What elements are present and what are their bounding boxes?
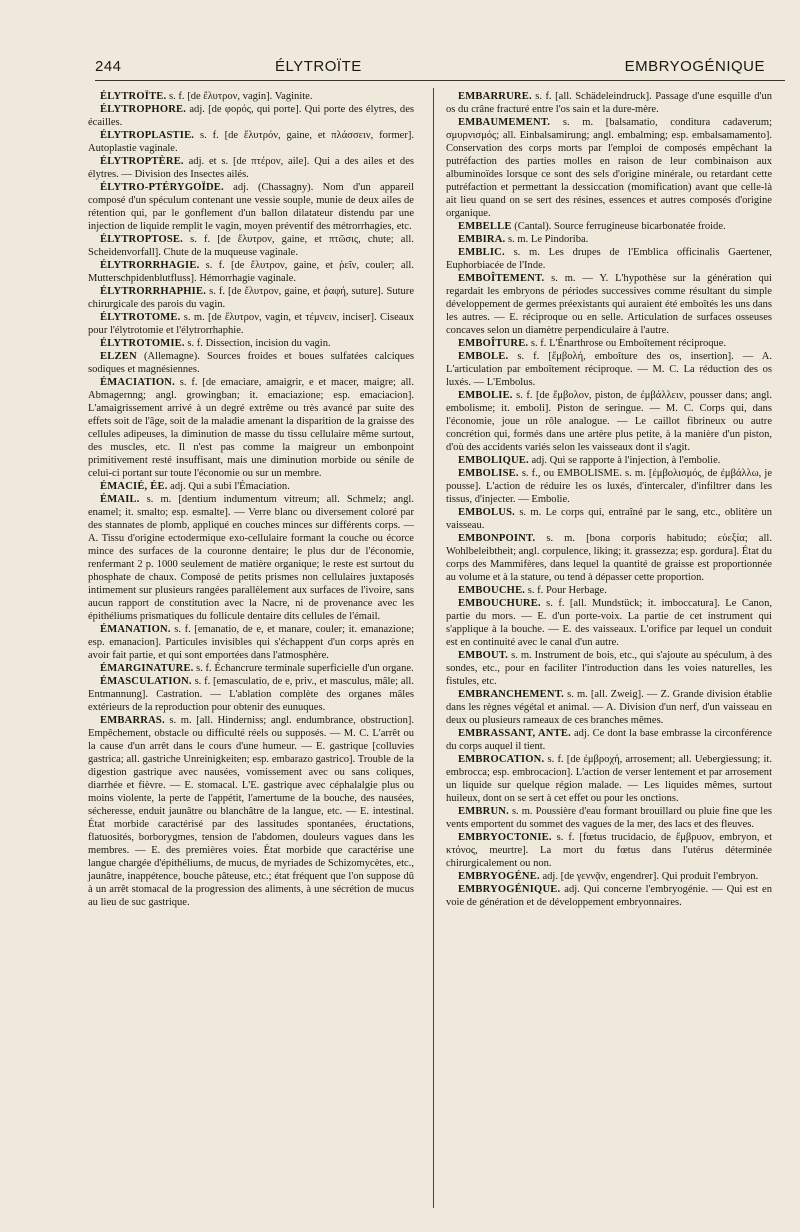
entry-definition: adj. (Chassagny). Nom d'un appareil composé d'un spéculum contenant une vessie souple, munie de deux ailes de rétention qui, par le gonflement d'un ballon dilatateur distendu par une injection de liquide remplit le vagin, moyen préventif des métrorrhagies, etc. [88, 182, 414, 232]
entry-headword: EMBOLIE. [458, 390, 513, 401]
entry-definition: s. f. [emasculatio, de e, priv., et masculus, mâle; all. Entmannung]. Castration. — L'ablation complète des organes mâles extérieurs de la reproduction pour obtenir des eunuques. [88, 676, 414, 713]
dictionary-entry [88, 493, 414, 623]
entry-headword: ÉMANATION. [100, 624, 171, 635]
column-divider [433, 88, 434, 1208]
entry-definition: (Allemagne). Sources froides et boues sulfatées calciques sodiques et magnésiennes. [88, 351, 414, 375]
dictionary-entry [446, 532, 772, 584]
left-running-head: ÉLYTROÏTE [275, 58, 362, 75]
dictionary-entry [446, 272, 772, 337]
entry-definition: s. f. [de ἔλυτρον, gaine, et ῥεῖν, couler; all. Mutterschpidenblutfluss]. Hémorrhagie vaginale. [88, 260, 414, 284]
dictionary-entry [446, 870, 772, 883]
page-number: 244 [95, 58, 122, 75]
dictionary-entry [88, 376, 414, 480]
entry-definition: adj. Ce dont la base embrasse la circonférence du corps auquel il tient. [446, 728, 772, 752]
dictionary-entry [446, 688, 772, 727]
entry-headword: EMBRYOGÉNE. [458, 871, 540, 882]
entry-headword: ÉLYTROTOME. [100, 312, 181, 323]
entry-definition: s. f. [fœtus trucidacio, de ἔμβρυον, embryon, et κτόνος, meurtre]. La mort du fœtus dans l'utérus déterminée chirurgicalement ou non. [446, 832, 772, 869]
entry-headword: EMBRANCHEMENT. [458, 689, 565, 700]
entry-definition: s. f. [de ἐμβροχή, arrosement; all. Uebergiessung; it. embrocca; esp. embrocacion]. L'action de verser lentement et par arrosement un liquide sur quelque région malade. — Les liquides mêmes, surtout huileux, dont on se sert à cet effet ou pour les onctions. [446, 754, 772, 804]
entry-headword: ELZEN [100, 351, 137, 362]
entry-headword: EMBRUN. [458, 806, 509, 817]
entry-headword: ÉLYTRORRHAPHIE. [100, 286, 207, 297]
entry-definition: s. m. [dentium indumentum vitreum; all. Schmelz; angl. enamel; it. smalto; esp. esmalte]. — Verre blanc ou diversement coloré par des stannates de plomb, appliqué en couches minces sur différents corps. — A. Tissu d'origine ectodermique exo-cellulaire formant la couche ou écorce mince des surfaces de la couronne dentaire; le plus dur de l'économie, renfermant 2 p. 1000 seulement de matière organique; le reste est surtout du phosphate de chaux. Composé de petits prismes non cellulaires juxtaposés intimement sur plusieurs rangées parallèlement aux surfaces de l'ivoire, sans aucun rapport de constitution avec la Nacre, ni de provenance avec les épithéliums prismatiques du follicule dentaire dits cellules de l'émail. [88, 494, 414, 622]
entry-definition: adj. et s. [de πτέρον, aile]. Qui a des ailes et des élytres. — Division des Insectes ailés. [88, 156, 414, 180]
dictionary-entry [446, 831, 772, 870]
dictionary-entry [446, 116, 772, 220]
entry-definition: s. m. [bona corporis habitudo; εὐεξία; all. Wohlbeleibtheit; angl. corpulence, liking; it. grassezza; esp. gordura]. État du corps des Mammifères, dans lequel la quantité de graisse est proportionnée au volume et à la stature, ou tend à dépasser cette proportion. [446, 533, 773, 583]
entry-definition: s. f., ou EMBOLISME. s. m. [ἐμβολισμός, de ἐμβάλλω, je pousse]. L'action de réduire les os luxés, d'intercaler, d'infiltrer dans les tissus, d'injecter. — Embolie. [446, 468, 772, 505]
dictionary-entry [446, 350, 772, 389]
dictionary-entry [88, 285, 414, 311]
dictionary-entry [446, 337, 772, 350]
dictionary-entry [88, 350, 414, 376]
entry-headword: EMBOLUS. [458, 507, 515, 518]
entry-headword: EMBRASSANT, ANTE. [458, 728, 571, 739]
entry-definition: s. f. Dissection, incision du vagin. [184, 338, 331, 349]
dictionary-entry [88, 675, 414, 714]
entry-definition: s. f. [emanatio, de e, et manare, couler; it. emanazione; esp. emanacion]. Particules invisibles qui s'échappent d'un corps après en avoir fait partie, et qui sont emportées dans l'atmosphère. [88, 624, 414, 661]
entry-headword: EMBOÎTURE. [458, 338, 529, 349]
entry-definition: s. m. Poussière d'eau formant brouillard ou pluie fine que les vents emportent du sommet des vagues de la mer, des lacs et des fleuves. [446, 806, 772, 830]
entry-definition: s. m. — Y. L'hypothèse sur la génération qui regardait les embryons de périodes successives comme résultant du simple développement de germes préexistants qui auraient été emboîtés les uns dans les autres. — E. réciproque ou en selle. Articulation de surfaces osseuses concaves selon un diamètre perpendiculaire à l'autre. [446, 273, 772, 336]
right-column [446, 90, 772, 909]
entry-headword: EMBOLE. [458, 351, 509, 362]
entry-definition: adj. Qui se rapporte à l'injection, à l'embolie. [528, 455, 721, 466]
entry-definition: s. m. [all. Zweig]. — Z. Grande division établie dans les règnes végétal et animal. — A. Division d'un nerf, d'un vaisseau en deux ou plusieurs rameaux de ces branches mêmes. [446, 689, 772, 726]
entry-definition: s. m. Instrument de bois, etc., qui s'ajoute au spéculum, à des sondes, etc., pour en faciliter l'introduction dans les voies naturelles, les fistules, etc. [446, 650, 772, 687]
entry-definition: s. m. Le corps qui, entraîné par le sang, etc., oblitère un vaisseau. [446, 507, 772, 531]
entry-headword: ÉMARGINATURE. [100, 663, 194, 674]
header-rule [95, 80, 785, 81]
entry-headword: EMBOUT. [458, 650, 509, 661]
dictionary-entry [446, 246, 772, 272]
entry-headword: EMBOUCHE. [458, 585, 526, 596]
dictionary-entry [88, 90, 414, 103]
dictionary-entry [446, 649, 772, 688]
dictionary-entry [88, 337, 414, 350]
dictionary-entry [88, 103, 414, 129]
entry-headword: ÉLYTROTOMIE. [100, 338, 185, 349]
entry-headword: ÉLYTROPTÈRE. [100, 156, 184, 167]
entry-headword: ÉLYTRORRHAGIE. [100, 260, 200, 271]
entry-definition: s. f. [de ἔλυτρον, gaine, et ῥαφή, suture]. Suture chirurgicale des parois du vagin. [88, 286, 414, 310]
entry-headword: ÉMACIATION. [100, 377, 175, 388]
entry-headword: EMBRYOGÉNIQUE. [458, 884, 561, 895]
entry-definition: s. m. Les drupes de l'Emblica officinalis Gaertener, Euphorbiacée de l'Inde. [446, 247, 772, 271]
entry-headword: ÉLYTRO-PTÉRYGOÏDE. [100, 182, 224, 193]
dictionary-entry [446, 389, 772, 454]
entry-definition: s. f. Pour Herbage. [525, 585, 607, 596]
entry-definition: s. m. [balsamatio, conditura cadaverum; σμυρνισμός; all. Einbalsamirung; angl. embalming; esp. embalsamamento]. Conservation des corps morts par l'emploi de composés empêchant la putréfaction des parties molles en raison de leur combinaison aux albuminoïdes lorsque ce sont des sels d'origine minérale, ou retardant cette putréfaction et permettant la dessiccation (momification) avant que celle-là ait lieu quand on se sert des résines, essences et autres composés d'origine organique. [446, 117, 772, 219]
dictionary-entry [446, 454, 772, 467]
entry-headword: EMBROCATION. [458, 754, 545, 765]
running-header [95, 58, 785, 80]
dictionary-entry [88, 662, 414, 675]
dictionary-entry [88, 181, 414, 233]
entry-definition: adj. Qui a subi l'Émaciation. [167, 481, 290, 492]
entry-headword: ÉMASCULATION. [100, 676, 192, 687]
right-running-head: EMBRYOGÉNIQUE [624, 58, 765, 75]
dictionary-entry [88, 623, 414, 662]
entry-definition: s. f. [all. Mundstück; it. imboccatura]. Le Canon, partie du mors. — E. d'un porte-voix. La partie de cet instrument qui s'applique à la bouche. — E. des vaisseaux. L'orifice par lequel un conduit est en continuité avec le canal d'un autre. [446, 598, 772, 648]
entry-headword: EMBOLISE. [458, 468, 519, 479]
entry-headword: EMBOÎTEMENT. [458, 273, 545, 284]
entry-definition: s. f. [de ἔλυτρον, vagin]. Vaginite. [166, 91, 313, 102]
entry-headword: EMBELLE [458, 221, 512, 232]
dictionary-entry [446, 90, 772, 116]
entry-definition: s. f. [de ἔμβολον, piston, de ἐμβάλλειν, pousser dans; angl. embolisme; it. emboli]. Piston de seringue. — M. C. Corps qui, dans l'économie, joue un rôle analogue. — Le caillot fibrineux ou autre concrétion qui, formés dans une artère plus petite, à la manière d'un piston, d'où des accidents variés selon les vaisseaux dont il s'agit. [446, 390, 772, 453]
entry-definition: s. f. [de emaciare, amaigrir, e et macer, maigre; all. Abmagernng; angl. growingban; it. emaciazione; esp. emaciacion]. L'amaigrissement arrivé à un degré extrême ou très avancé par suite des effets soit de l'âge, soit de la maladie amenant la disparition de la graisse des cellules adipeuses, la diminution de masse du tissu cellulaire même surtout, des muscles, etc. Il n'est pas comme la maigreur un embonpoint primitivement resté insuffisant, mais une diminution morbide ou sénile de celui-ci portant sur toute l'économie ou sur un membre. [88, 377, 414, 479]
entry-definition: s. f. [de ἔλυτρόν, gaine, et πλάσσειν, former]. Autoplastie vaginale. [88, 130, 414, 154]
entry-definition: s. f. [all. Schädeleindruck]. Passage d'une esquille d'un os du crâne fracturé entre l'os sain et la dure-mère. [446, 91, 772, 115]
entry-definition: s. m. Le Pindoriba. [505, 234, 589, 245]
entry-headword: ÉLYTROÏTE. [100, 91, 167, 102]
dictionary-entry [446, 805, 772, 831]
entry-headword: ÉMACIÉ, ÉE. [100, 481, 168, 492]
dictionary-entry [88, 311, 414, 337]
entry-headword: EMBARRAS. [100, 715, 165, 726]
dictionary-entry [446, 506, 772, 532]
entry-definition: adj. [de γεννᾷν, engendrer]. Qui produit l'embryon. [539, 871, 759, 882]
dictionary-entry [446, 597, 772, 649]
entry-definition: s. f. [ἔμβολή, emboîture des os, insertion]. — A. L'articulation par emboîtement réciproque. — M. C. La réduction des os luxés. — L'Embolus. [446, 351, 772, 388]
dictionary-entry [446, 753, 772, 805]
entry-definition: (Cantal). Source ferrugineuse bicarbonatée froide. [511, 221, 726, 232]
entry-headword: EMBOUCHURE. [458, 598, 541, 609]
entry-headword: EMBRYOCTONIE. [458, 832, 552, 843]
entry-headword: EMBIRA. [458, 234, 506, 245]
entry-definition: s. f. L'Énarthrose ou Emboîtement réciproque. [528, 338, 727, 349]
dictionary-entry [446, 584, 772, 597]
dictionary-entry [88, 155, 414, 181]
dictionary-entry [446, 883, 772, 909]
dictionary-entry [88, 714, 414, 909]
entry-definition: s. m. [de ἔλυτρον, vagin, et τέμνειν, inciser]. Ciseaux pour l'élytrotomie et l'élytrorrhaphie. [88, 312, 414, 336]
dictionary-entry [446, 233, 772, 246]
dictionary-entry [446, 467, 772, 506]
dictionary-entry [88, 259, 414, 285]
entry-headword: EMBLIC. [458, 247, 505, 258]
entry-headword: ÉMAIL. [100, 494, 140, 505]
entry-headword: EMBONPOINT. [458, 533, 536, 544]
entry-headword: ÉLYTROPLASTIE. [100, 130, 195, 141]
entry-headword: EMBOLIQUE. [458, 455, 529, 466]
entry-definition: adj. Qui concerne l'embryogénie. — Qui est en voie de génération et de développement embryonnaires. [446, 884, 772, 908]
entry-headword: EMBAUMEMENT. [458, 117, 551, 128]
left-column [88, 90, 414, 909]
entry-definition: s. f. Échancrure terminale superficielle d'un organe. [193, 663, 414, 674]
entry-definition: s. m. [all. Hinderniss; angl. endumbrance, obstruction]. Empêchement, obstacle ou difficulté réels ou supposés. — M. C. L'arrêt ou la cause d'un arrêt dans le cours d'une humeur. — E. gastrique [colluvies gastrica; all. gastriche Unreinigkeiten; esp. embarazo gastrico]. Trouble de la digestion gastrique avec nausées, vomissement avec ou sans coliques, diarrhée et fièvre. — E. stomacal. L'E. gastrique avec céphalalgie plus ou moins violente, la perte de l'appétit, l'amertume de la bouche, des nausées, sécheresse, enduit jaunâtre ou blanchâtre de la langue, etc. — E. intestinal. État morbide caractérisé par des lassitudes spontanées, éructations, flatuosités, borborygmes, tension de l'abdomen, douleurs vagues dans les membres. — E. des premières voies. État morbide que caractérise une langue chargée d'épithéliums, de mucus, de myriades de Schizomycètes, etc., jaunâtre, inappétence, bouche pâteuse, etc.; état fréquent que l'on suppose dû à un arrêt stomacal de la progression des aliments, à une sécrétion de mucus au lieu de suc gastrique. [88, 715, 414, 908]
dictionary-entry [446, 727, 772, 753]
entry-headword: EMBARRURE. [458, 91, 532, 102]
entry-definition: adj. [de φορός, qui porte]. Qui porte des élytres, des écailles. [88, 104, 414, 128]
entry-definition: s. f. [de ἔλυτρον, gaine, et πτῶσις, chute; all. Scheidenvorfall]. Chute de la muqueuse vaginale. [88, 234, 414, 258]
entry-headword: ÉLYTROPHORE. [100, 104, 187, 115]
dictionary-entry [88, 480, 414, 493]
dictionary-entry [446, 220, 772, 233]
dictionary-entry [88, 233, 414, 259]
entry-headword: ÉLYTROPTOSE. [100, 234, 183, 245]
dictionary-entry [88, 129, 414, 155]
